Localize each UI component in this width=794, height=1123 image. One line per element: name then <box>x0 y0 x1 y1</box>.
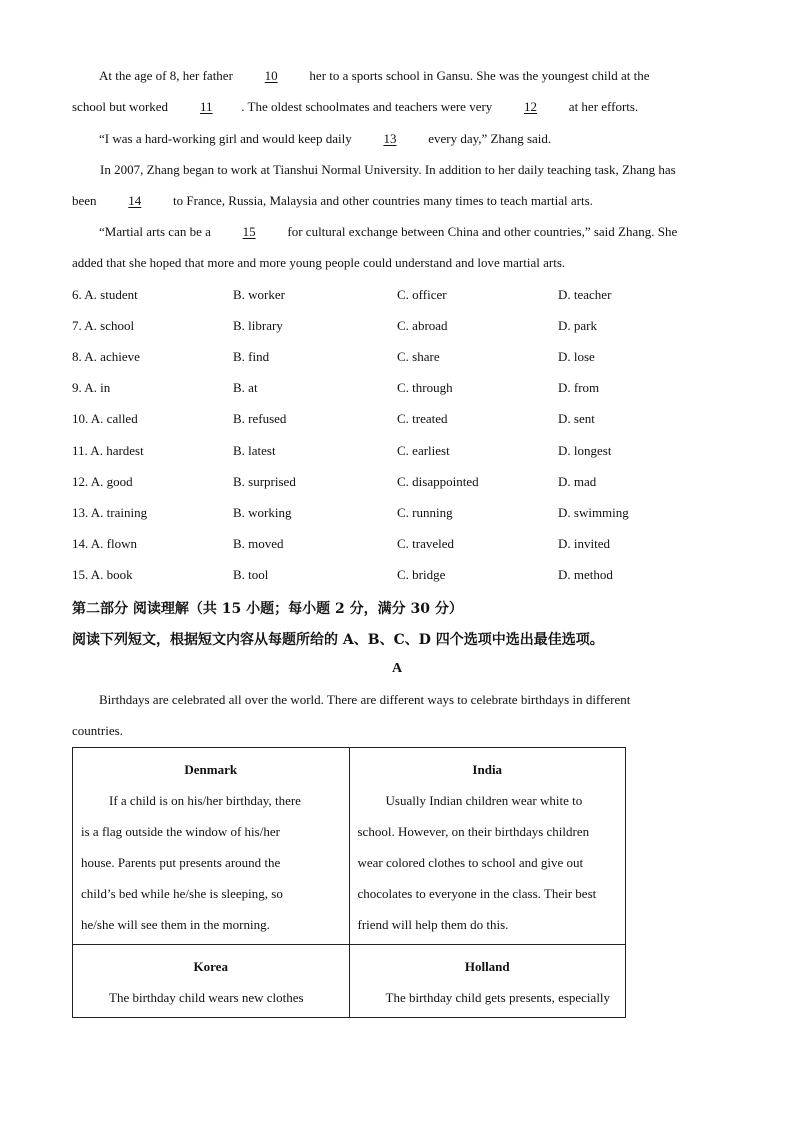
option-b: B. latest <box>233 443 276 458</box>
cell-text: school. However, on their birthdays children <box>357 824 590 839</box>
option-c: C. traveled <box>397 536 455 551</box>
option-b: B. surprised <box>233 474 296 489</box>
option-b: B. working <box>233 505 292 520</box>
option-a: 15. A. book <box>72 567 133 582</box>
option-b: B. at <box>233 380 258 395</box>
blank-12: 12 <box>524 99 538 114</box>
option-c: C. running <box>397 505 453 520</box>
table-cell-denmark <box>73 748 350 945</box>
cell-text: house. Parents put presents around the <box>81 855 281 870</box>
option-d: D. teacher <box>558 287 612 302</box>
birthday-table <box>72 747 626 1018</box>
cell-text: Usually Indian children wear white to <box>385 793 583 808</box>
option-c: C. disappointed <box>397 474 479 489</box>
text: “Martial arts can be a <box>99 224 215 239</box>
option-a: 6. A. student <box>72 287 138 302</box>
cell-title: Denmark <box>184 762 238 777</box>
cell-title: Korea <box>193 959 228 974</box>
text: been <box>72 193 100 208</box>
option-b: B. tool <box>233 567 269 582</box>
cell-text: The birthday child gets presents, especially <box>385 990 611 1005</box>
cell-title: Holland <box>464 959 510 974</box>
cell-text: If a child is on his/her birthday, there <box>109 793 301 808</box>
cell-text: he/she will see them in the morning. <box>81 917 270 932</box>
option-a: 10. A. called <box>72 411 138 426</box>
table-cell-holland <box>349 945 626 1018</box>
cell-text: is a flag outside the window of his/her <box>81 824 280 839</box>
text: at her efforts. <box>565 99 639 114</box>
blank-10: 10 <box>264 68 278 83</box>
option-c: C. treated <box>397 411 448 426</box>
cell-text: friend will help them do this. <box>357 917 509 932</box>
option-a: 8. A. achieve <box>72 349 140 364</box>
table-cell-india <box>349 748 626 945</box>
option-d: D. invited <box>558 536 610 551</box>
section-title: 第二部分 阅读理解（共 15 小题；每小题 2 分，满分 30 分） <box>72 601 463 617</box>
passage-line <box>72 193 593 209</box>
passage-line <box>99 131 551 147</box>
passage-line <box>99 224 677 240</box>
option-c: C. share <box>397 349 440 364</box>
text: for cultural exchange between China and other countries,” said Zhang. She <box>284 224 678 239</box>
blank-13: 13 <box>383 131 397 146</box>
option-a: 7. A. school <box>72 318 135 333</box>
cell-text: wear colored clothes to school and give out <box>357 855 584 870</box>
option-d: D. mad <box>558 474 597 489</box>
passage-intro: countries. <box>72 723 123 738</box>
passage-line <box>72 99 638 115</box>
table-row <box>73 748 626 945</box>
text: her to a sports school in Gansu. She was the youngest child at the <box>306 68 650 83</box>
option-c: C. through <box>397 380 453 395</box>
option-d: D. method <box>558 567 613 582</box>
option-d: D. longest <box>558 443 612 458</box>
section-instruction: 阅读下列短文，根据短文内容从每题所给的 A、B、C、D 四个选项中选出最佳选项。 <box>72 632 604 648</box>
cell-title: India <box>472 762 503 777</box>
option-b: B. refused <box>233 411 287 426</box>
option-a: 12. A. good <box>72 474 133 489</box>
option-a: 11. A. hardest <box>72 443 144 458</box>
option-b: B. moved <box>233 536 284 551</box>
option-c: C. earliest <box>397 443 450 458</box>
blank-15: 15 <box>242 224 256 239</box>
option-b: B. find <box>233 349 270 364</box>
option-d: D. park <box>558 318 597 333</box>
option-a: 9. A. in <box>72 380 111 395</box>
text: . The oldest schoolmates and teachers were very <box>241 99 496 114</box>
text: school but worked <box>72 99 172 114</box>
text: every day,” Zhang said. <box>424 131 552 146</box>
blank-11: 11 <box>200 99 213 114</box>
passage-line <box>99 68 650 84</box>
option-c: C. abroad <box>397 318 448 333</box>
passage-intro: Birthdays are celebrated all over the world. There are different ways to celebrate birthdays in different <box>99 692 631 707</box>
option-d: D. lose <box>558 349 595 364</box>
cell-text: chocolates to everyone in the class. Their best <box>357 886 597 901</box>
option-a: 14. A. flown <box>72 536 137 551</box>
blank-14: 14 <box>128 193 142 208</box>
option-c: C. bridge <box>397 567 446 582</box>
option-d: D. swimming <box>558 505 629 520</box>
table-row <box>73 945 626 1018</box>
option-a: 13. A. training <box>72 505 148 520</box>
option-d: D. sent <box>558 411 595 426</box>
text: At the age of 8, her father <box>99 68 237 83</box>
text: “I was a hard-working girl and would keep daily <box>99 131 355 146</box>
passage-line: added that she hoped that more and more young people could understand and love martial arts. <box>72 255 566 270</box>
option-b: B. library <box>233 318 283 333</box>
text: to France, Russia, Malaysia and other countries many times to teach martial arts. <box>169 193 593 208</box>
option-b: B. worker <box>233 287 285 302</box>
cell-text: The birthday child wears new clothes <box>109 990 304 1005</box>
table-cell-korea <box>73 945 350 1018</box>
passage-line: In 2007, Zhang began to work at Tianshui Normal University. In addition to her daily teaching task, Zhang has <box>100 162 676 177</box>
cell-text: child’s bed while he/she is sleeping, so <box>81 886 283 901</box>
passage-letter: A <box>391 661 403 676</box>
option-d: D. from <box>558 380 600 395</box>
option-c: C. officer <box>397 287 447 302</box>
